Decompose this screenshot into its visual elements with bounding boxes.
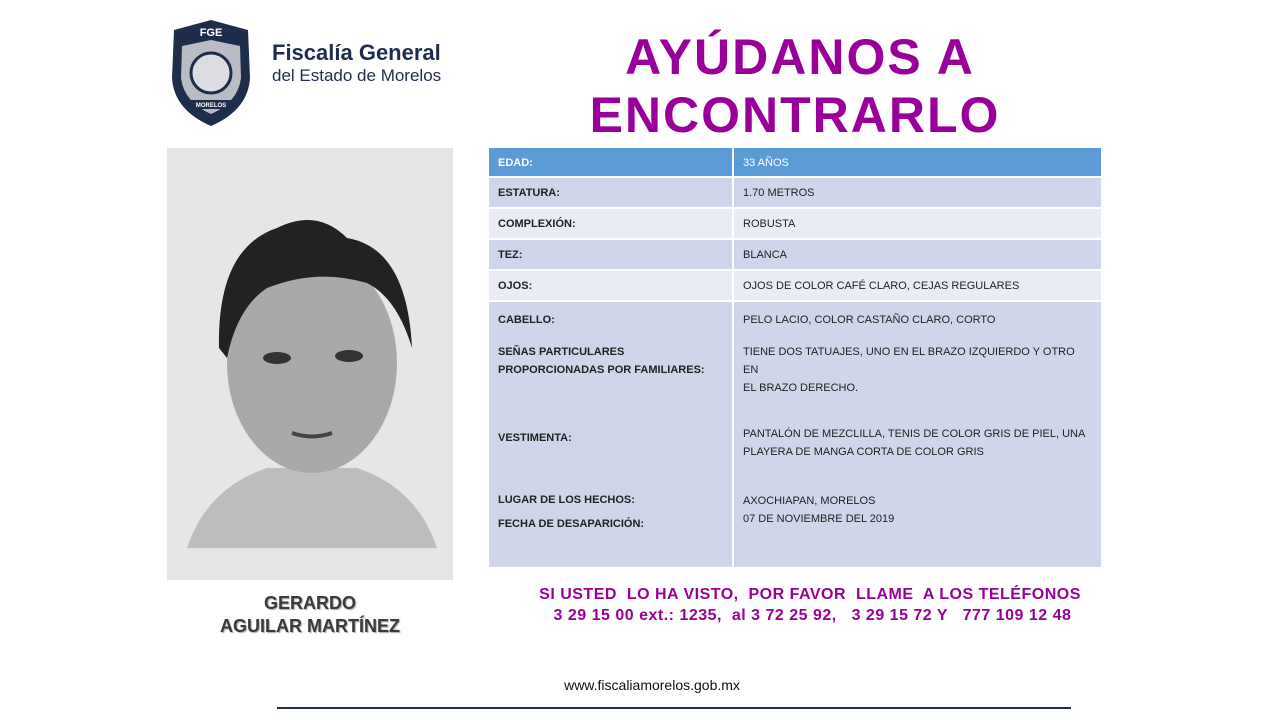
last-name: AGUILAR MARTÍNEZ <box>220 616 400 636</box>
label: CABELLO: <box>498 314 555 326</box>
org-name: Fiscalía General <box>272 40 441 65</box>
details-table <box>489 148 1101 569</box>
label: FECHA DE DESAPARICIÓN: <box>498 518 645 530</box>
website-link[interactable]: www.fiscaliamorelos.gob.mx <box>564 677 740 693</box>
row-complexion <box>489 209 1101 238</box>
footer-divider <box>277 707 1071 709</box>
fge-badge-logo <box>170 18 252 128</box>
contact-phones: 3 29 15 00 ext.: 1235, al 3 72 25 92, 3 29 15 72 Y 777 109 12 48 <box>548 607 1072 624</box>
row-edad <box>489 148 1101 176</box>
value: BLANCA <box>743 249 788 261</box>
row-tez <box>489 240 1101 269</box>
row-ojos <box>489 271 1101 300</box>
value: 07 DE NOVIEMBRE DEL 2019 <box>743 513 895 525</box>
label: VESTIMENTA: <box>498 432 572 444</box>
value: OJOS DE COLOR CAFÉ CLARO, CEJAS REGULARES <box>743 280 1020 292</box>
label: OJOS: <box>489 271 734 300</box>
row-details <box>489 302 1101 567</box>
row-estatura <box>489 178 1101 207</box>
label: LUGAR DE LOS HECHOS: <box>498 494 635 506</box>
value: ROBUSTA <box>743 218 796 230</box>
label: ESTATURA: <box>489 178 734 207</box>
label: EDAD: <box>489 148 734 176</box>
svg-text:FGE: FGE <box>199 27 223 39</box>
label: TEZ: <box>489 240 734 269</box>
first-name: GERARDO <box>263 593 356 613</box>
org-subtitle: del Estado de Morelos <box>272 66 442 85</box>
svg-text:MORELOS: MORELOS <box>195 103 227 109</box>
label: COMPLEXIÓN: <box>489 209 734 238</box>
value: PLAYERA DE MANGA CORTA DE COLOR GRIS <box>743 446 984 458</box>
poster-title-line2: ENCONTRARLO <box>589 87 1001 143</box>
label: PROPORCIONADAS POR FAMILIARES: <box>498 364 705 376</box>
poster-title-line1: AYÚDANOS A <box>625 29 975 85</box>
value: EL BRAZO DERECHO. <box>743 382 859 394</box>
person-name <box>167 592 453 638</box>
value: PELO LACIO, COLOR CASTAÑO CLARO, CORTO <box>743 314 996 326</box>
value: 1.70 METROS <box>743 187 815 199</box>
contact-line1: SI USTED LO HA VISTO, POR FAVOR LLAME A LOS TELÉFONOS <box>539 586 1081 603</box>
label: SEÑAS PARTICULARES <box>498 346 625 358</box>
value: PANTALÓN DE MEZCLILLA, TENIS DE COLOR GRIS DE PIEL, UNA <box>743 428 1086 440</box>
missing-person-photo <box>167 148 453 580</box>
value: TIENE DOS TATUAJES, UNO EN EL BRAZO IZQUIERDO Y OTRO EN <box>743 346 1075 376</box>
value: AXOCHIAPAN, MORELOS <box>743 495 876 507</box>
value: 33 AÑOS <box>743 157 789 169</box>
contact-message <box>500 584 1120 626</box>
